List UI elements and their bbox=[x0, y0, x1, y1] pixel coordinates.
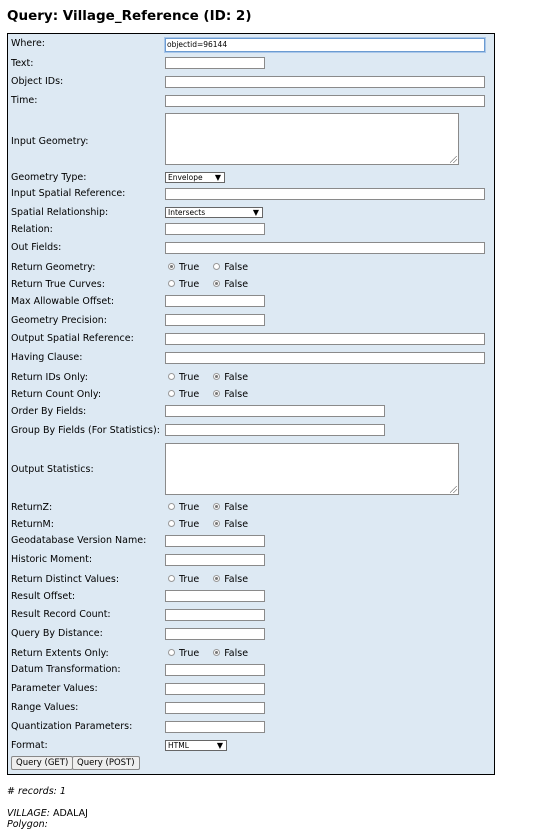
radio-false-label: False bbox=[224, 574, 249, 585]
parameter-values-input[interactable] bbox=[165, 683, 265, 695]
radio-false-label: False bbox=[224, 389, 249, 400]
output-sr-input[interactable] bbox=[165, 333, 485, 345]
radio-true-label: True bbox=[179, 262, 200, 273]
group-by-input[interactable] bbox=[165, 424, 385, 436]
datum-transformation-label: Datum Transformation: bbox=[11, 664, 121, 675]
order-by-input[interactable] bbox=[165, 405, 385, 417]
return-true-curves-radio-group bbox=[168, 279, 262, 290]
radio-false-label: False bbox=[224, 262, 249, 273]
return-extents-only-false-radio[interactable] bbox=[213, 649, 220, 656]
parameter-values-label: Parameter Values: bbox=[11, 683, 98, 694]
return-true-curves-true-radio[interactable] bbox=[168, 280, 175, 287]
result-offset-label: Result Offset: bbox=[11, 591, 76, 602]
return-extents-only-true-radio[interactable] bbox=[168, 649, 175, 656]
result-offset-input[interactable] bbox=[165, 590, 265, 602]
max-offset-label: Max Allowable Offset: bbox=[11, 296, 115, 307]
return-count-only-false-radio[interactable] bbox=[213, 390, 220, 397]
dropdown-arrow-icon: ▼ bbox=[216, 741, 223, 750]
relation-label: Relation: bbox=[11, 224, 53, 235]
relation-input[interactable] bbox=[165, 223, 265, 235]
radio-true-label: True bbox=[179, 502, 200, 513]
quantization-label: Quantization Parameters: bbox=[11, 721, 133, 732]
order-by-label: Order By Fields: bbox=[11, 406, 87, 417]
spatial-rel-select[interactable] bbox=[165, 207, 263, 218]
geometry-precision-input[interactable] bbox=[165, 314, 265, 326]
time-input[interactable] bbox=[165, 95, 485, 107]
polygon-attribute: Polygon: bbox=[7, 819, 48, 830]
out-fields-input[interactable] bbox=[165, 242, 485, 254]
radio-false-label: False bbox=[224, 279, 249, 290]
range-values-label: Range Values: bbox=[11, 702, 79, 713]
out-fields-label: Out Fields: bbox=[11, 242, 62, 253]
query-get-button[interactable]: Query (GET) bbox=[11, 756, 73, 770]
gdb-version-label: Geodatabase Version Name: bbox=[11, 535, 147, 546]
return-m-true-radio[interactable] bbox=[168, 520, 175, 527]
return-z-label: ReturnZ: bbox=[11, 502, 53, 513]
radio-true-label: True bbox=[179, 519, 200, 530]
return-m-false-radio[interactable] bbox=[213, 520, 220, 527]
return-count-only-label: Return Count Only: bbox=[11, 389, 102, 400]
format-select[interactable] bbox=[165, 740, 227, 751]
query-form bbox=[7, 33, 495, 775]
object-ids-input[interactable] bbox=[165, 76, 485, 88]
radio-true-label: True bbox=[179, 279, 200, 290]
return-geometry-true-radio[interactable] bbox=[168, 263, 175, 270]
datum-transformation-input[interactable] bbox=[165, 664, 265, 676]
village-attribute bbox=[7, 808, 88, 819]
input-geometry-textarea[interactable] bbox=[165, 113, 459, 165]
radio-true-label: True bbox=[179, 648, 200, 659]
where-label: Where: bbox=[11, 38, 46, 49]
dropdown-arrow-icon: ▼ bbox=[214, 173, 221, 182]
input-sr-label: Input Spatial Reference: bbox=[11, 188, 126, 199]
return-ids-only-radio-group bbox=[168, 372, 262, 383]
geometry-precision-label: Geometry Precision: bbox=[11, 315, 107, 326]
dropdown-arrow-icon: ▼ bbox=[252, 208, 259, 217]
query-post-button[interactable]: Query (POST) bbox=[72, 756, 140, 770]
result-record-count-input[interactable] bbox=[165, 609, 265, 621]
radio-false-label: False bbox=[224, 502, 249, 513]
geometry-type-value: Envelope bbox=[168, 173, 203, 182]
radio-false-label: False bbox=[224, 519, 249, 530]
spatial-rel-value: Intersects bbox=[168, 208, 206, 217]
return-distinct-radio-group bbox=[168, 574, 262, 585]
text-label: Text: bbox=[11, 58, 34, 69]
return-ids-only-false-radio[interactable] bbox=[213, 373, 220, 380]
having-label: Having Clause: bbox=[11, 352, 83, 363]
output-statistics-label: Output Statistics: bbox=[11, 464, 94, 475]
return-true-curves-label: Return True Curves: bbox=[11, 279, 105, 290]
historic-moment-label: Historic Moment: bbox=[11, 554, 93, 565]
village-key: VILLAGE: bbox=[7, 808, 50, 819]
time-label: Time: bbox=[11, 95, 38, 106]
format-label: Format: bbox=[11, 740, 48, 751]
radio-true-label: True bbox=[179, 372, 200, 383]
return-count-only-true-radio[interactable] bbox=[168, 390, 175, 397]
radio-true-label: True bbox=[179, 389, 200, 400]
return-distinct-label: Return Distinct Values: bbox=[11, 574, 120, 585]
query-by-distance-label: Query By Distance: bbox=[11, 628, 103, 639]
return-geometry-label: Return Geometry: bbox=[11, 262, 96, 273]
return-extents-only-label: Return Extents Only: bbox=[11, 648, 109, 659]
geometry-type-select[interactable] bbox=[165, 172, 225, 183]
quantization-input[interactable] bbox=[165, 721, 265, 733]
having-input[interactable] bbox=[165, 352, 485, 364]
return-ids-only-label: Return IDs Only: bbox=[11, 372, 88, 383]
text-input[interactable] bbox=[165, 57, 265, 69]
return-m-radio-group bbox=[168, 519, 262, 530]
return-geometry-false-radio[interactable] bbox=[213, 263, 220, 270]
return-extents-only-radio-group bbox=[168, 648, 262, 659]
geometry-type-label: Geometry Type: bbox=[11, 172, 87, 183]
return-true-curves-false-radio[interactable] bbox=[213, 280, 220, 287]
return-z-false-radio[interactable] bbox=[213, 503, 220, 510]
where-input[interactable]: objectid=96144 bbox=[165, 38, 485, 52]
return-distinct-true-radio[interactable] bbox=[168, 575, 175, 582]
query-by-distance-input[interactable] bbox=[165, 628, 265, 640]
spatial-rel-label: Spatial Relationship: bbox=[11, 207, 109, 218]
return-z-true-radio[interactable] bbox=[168, 503, 175, 510]
format-value: HTML bbox=[168, 741, 189, 750]
return-z-radio-group bbox=[168, 502, 262, 513]
return-ids-only-true-radio[interactable] bbox=[168, 373, 175, 380]
input-sr-input[interactable] bbox=[165, 188, 485, 200]
resize-grip-icon[interactable] bbox=[450, 486, 457, 493]
return-count-only-radio-group bbox=[168, 389, 262, 400]
group-by-label: Group By Fields (For Statistics): bbox=[11, 425, 160, 436]
object-ids-label: Object IDs: bbox=[11, 76, 64, 87]
radio-false-label: False bbox=[224, 648, 249, 659]
range-values-input[interactable] bbox=[165, 702, 265, 714]
resize-grip-icon[interactable] bbox=[450, 156, 457, 163]
max-offset-input[interactable] bbox=[165, 295, 265, 307]
result-record-count-label: Result Record Count: bbox=[11, 609, 111, 620]
input-geometry-label: Input Geometry: bbox=[11, 136, 89, 147]
historic-moment-input[interactable] bbox=[165, 554, 265, 566]
page-title: Query: Village_Reference (ID: 2) bbox=[7, 8, 252, 24]
village-value: ADALAJ bbox=[52, 808, 88, 819]
return-distinct-false-radio[interactable] bbox=[213, 575, 220, 582]
records-count: # records: 1 bbox=[7, 786, 66, 797]
radio-true-label: True bbox=[179, 574, 200, 585]
output-statistics-textarea[interactable] bbox=[165, 443, 459, 495]
output-sr-label: Output Spatial Reference: bbox=[11, 333, 134, 344]
radio-false-label: False bbox=[224, 372, 249, 383]
return-m-label: ReturnM: bbox=[11, 519, 54, 530]
return-geometry-radio-group bbox=[168, 262, 262, 273]
gdb-version-input[interactable] bbox=[165, 535, 265, 547]
